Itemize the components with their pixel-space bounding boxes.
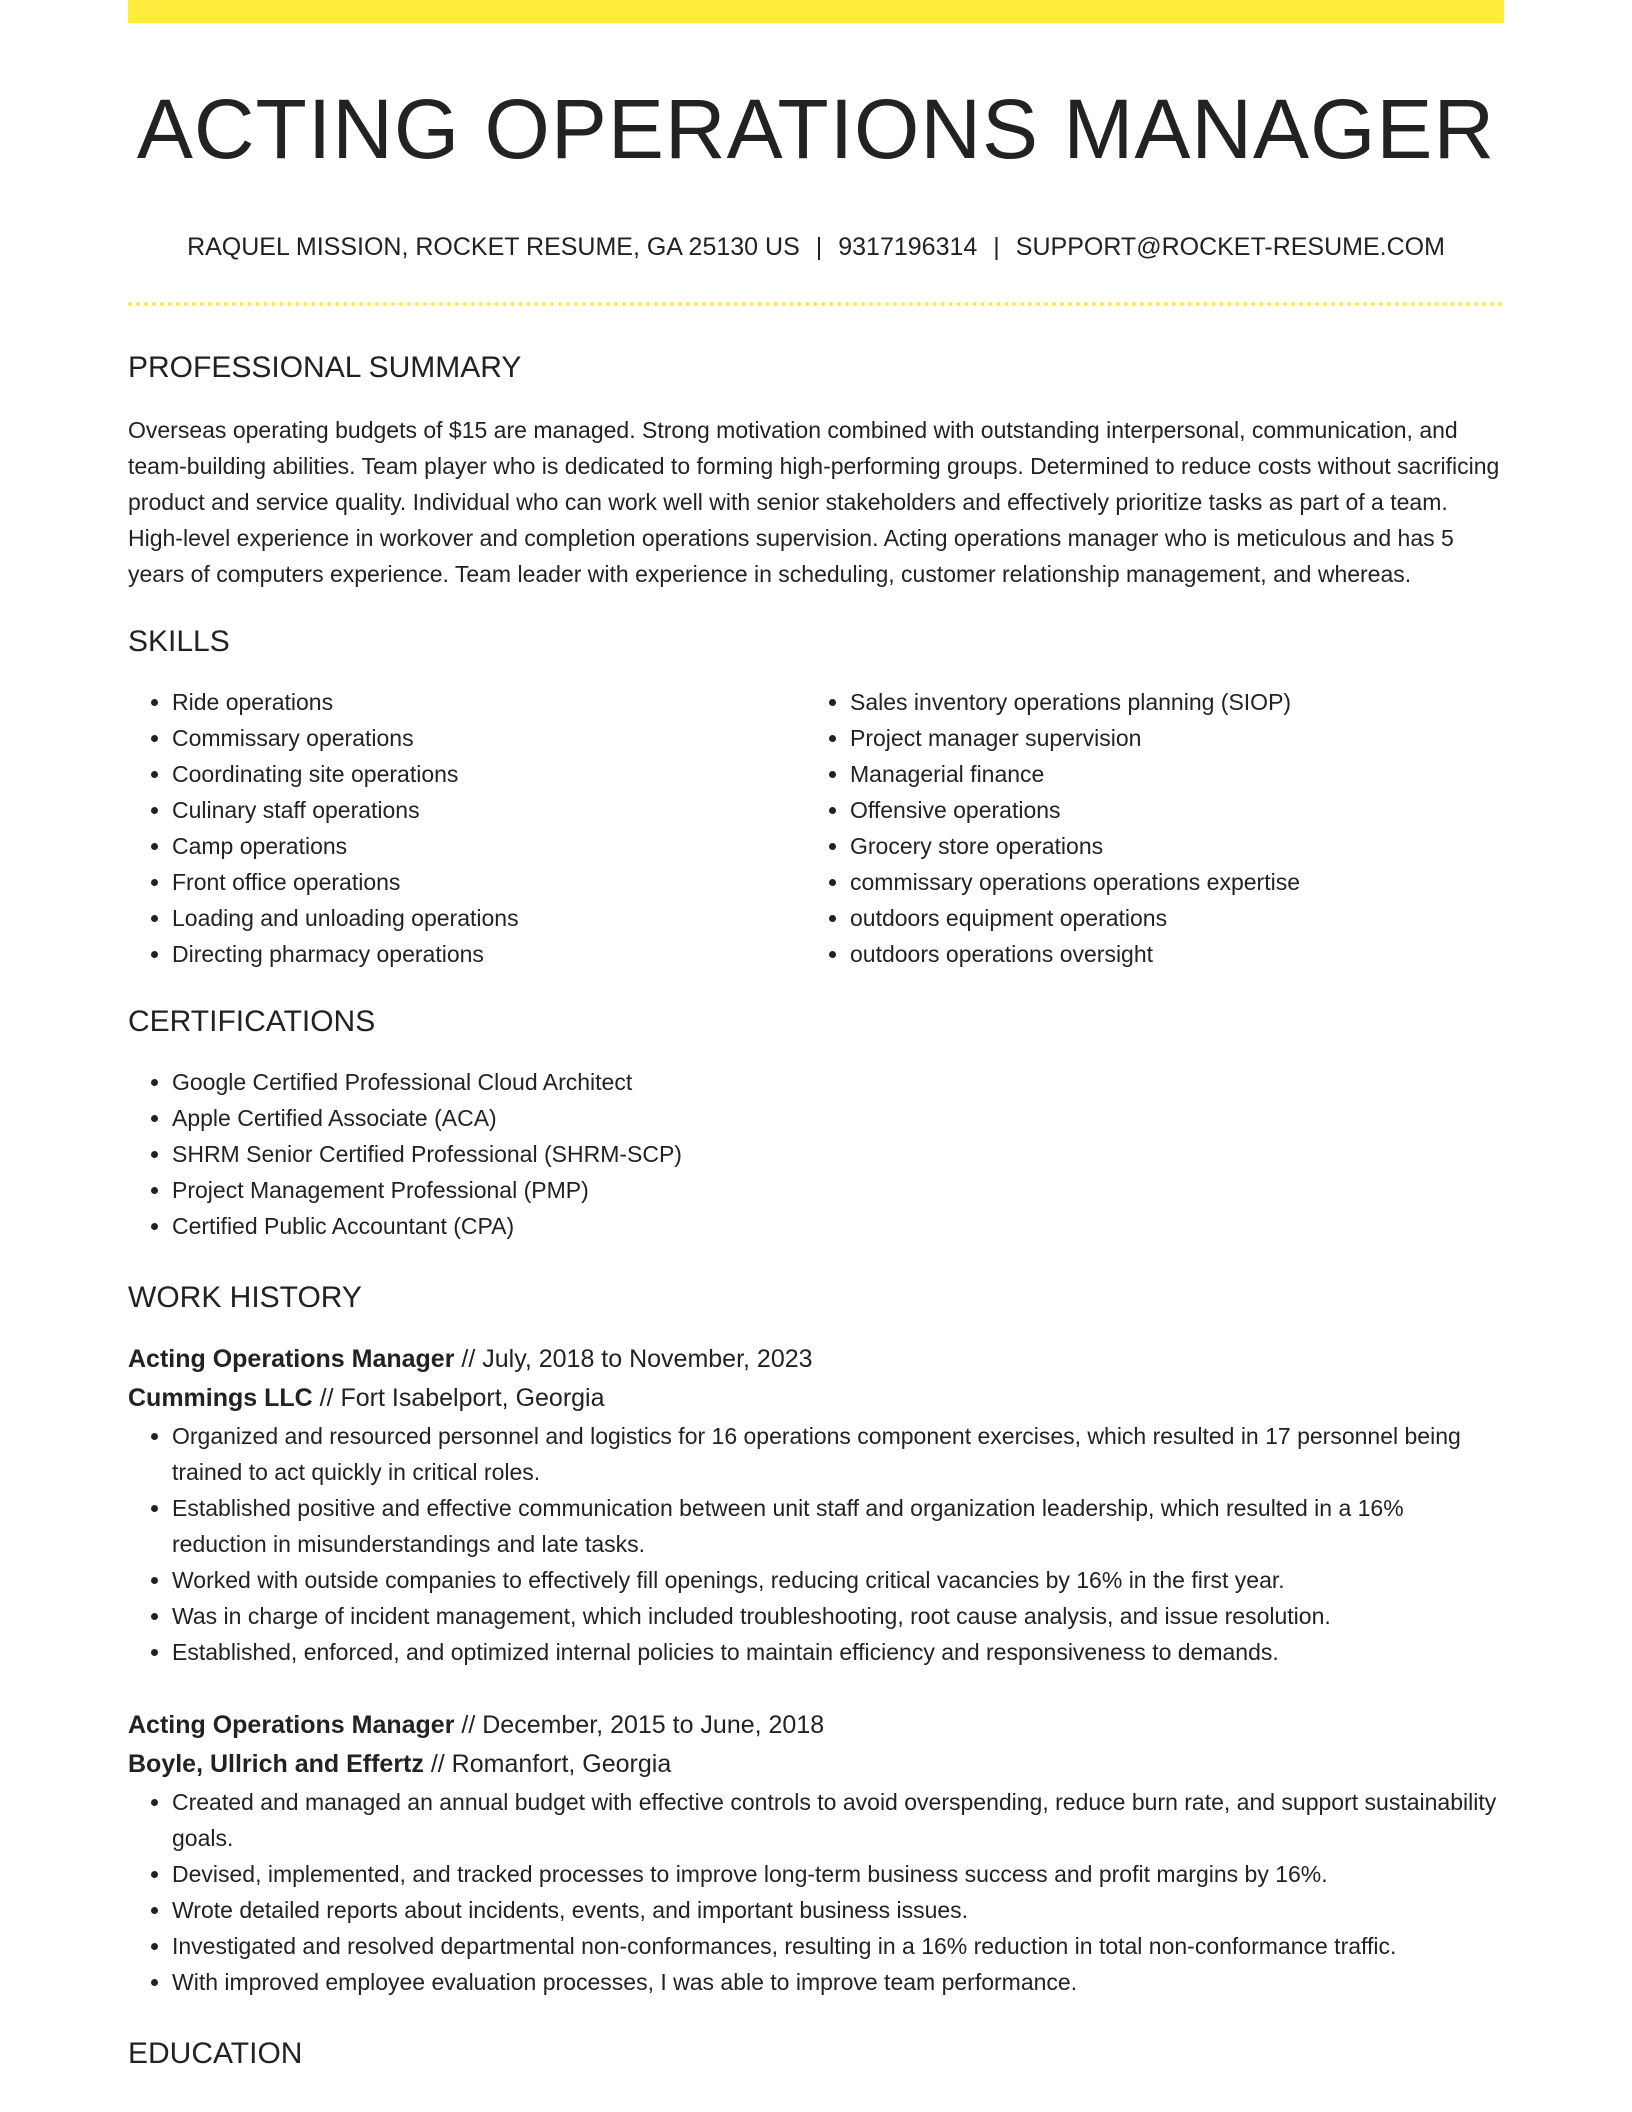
job-bullet: • With improved employee evaluation processes, I was able to improve team performance. — [172, 1964, 1504, 2000]
skill-item: • commissary operations operations expertise — [850, 864, 1484, 900]
skills-list-left — [128, 684, 806, 972]
skill-item: • Culinary staff operations — [172, 792, 806, 828]
job-company: Cummings LLC — [128, 1384, 313, 1413]
certification-item: • Project Management Professional (PMP) — [172, 1172, 1504, 1208]
skill-item: • Ride operations — [172, 684, 806, 720]
skills-heading: SKILLS — [128, 625, 230, 659]
job-title: Acting Operations Manager — [128, 1711, 455, 1740]
certification-item: • Google Certified Professional Cloud Architect — [172, 1064, 1504, 1100]
skill-item: • Front office operations — [172, 864, 806, 900]
contact-phone: 9317196314 — [838, 233, 978, 262]
job-dates: // December, 2015 to June, 2018 — [454, 1711, 825, 1740]
job-bullets — [128, 1784, 1504, 2000]
job-location: // Fort Isabelport, Georgia — [312, 1384, 605, 1413]
accent-top-bar — [128, 0, 1504, 23]
skill-item: • Offensive operations — [850, 792, 1484, 828]
job-location: // Romanfort, Georgia — [423, 1750, 672, 1779]
summary-text: Overseas operating budgets of $15 are managed. Strong motivation combined with outstanding interpersonal, communication, and team-building abilities. Team player who is dedicated to forming high-performing groups. Determined to reduce costs without sacrificing product and service quality. Individual who can work well with senior stakeholders and effectively prioritize tasks as part of a team. High-level experience in workover and completion operations supervision. Acting operations manager who is meticulous and has 5 years of computers experience. Team leader with experience in scheduling, customer relationship management, and whereas. — [128, 417, 1500, 588]
job-entry — [128, 1706, 1504, 2000]
job-bullets — [128, 1418, 1504, 1670]
job-company-line — [128, 1745, 1504, 1784]
skill-item: • Grocery store operations — [850, 828, 1484, 864]
skills-grid — [128, 684, 1504, 972]
contact-separator: | — [815, 233, 823, 262]
job-bullet: • Worked with outside companies to effectively fill openings, reducing critical vacancies by 16% in the first year. — [172, 1562, 1504, 1598]
job-title-line — [128, 1706, 1504, 1745]
skill-item: • outdoors operations oversight — [850, 936, 1484, 972]
job-dates: // July, 2018 to November, 2023 — [454, 1345, 813, 1374]
job-bullet: • Created and managed an annual budget with effective controls to avoid overspending, reduce burn rate, and support sustainability goals. — [172, 1784, 1504, 1856]
skill-item: • outdoors equipment operations — [850, 900, 1484, 936]
job-bullet: • Devised, implemented, and tracked processes to improve long-term business success and profit margins by 16%. — [172, 1856, 1504, 1892]
certification-item: • SHRM Senior Certified Professional (SHRM-SCP) — [172, 1136, 1504, 1172]
contact-line — [128, 232, 1504, 262]
skill-item: • Coordinating site operations — [172, 756, 806, 792]
skill-item: • Sales inventory operations planning (SIOP) — [850, 684, 1484, 720]
work-history-list — [128, 1340, 1504, 2000]
job-bullet: • Established, enforced, and optimized internal policies to maintain efficiency and responsiveness to demands. — [172, 1634, 1504, 1670]
summary-heading: PROFESSIONAL SUMMARY — [128, 351, 522, 385]
job-bullet: • Wrote detailed reports about incidents, events, and important business issues. — [172, 1892, 1504, 1928]
header-divider — [128, 302, 1504, 306]
job-entry — [128, 1340, 1504, 1670]
certifications-list — [128, 1064, 1504, 1244]
resume-title: ACTING OPERATIONS MANAGER — [136, 82, 1496, 176]
work-history-heading: WORK HISTORY — [128, 1281, 362, 1315]
job-title: Acting Operations Manager — [128, 1345, 455, 1374]
contact-email: SUPPORT@ROCKET-RESUME.COM — [1015, 233, 1445, 262]
job-title-line — [128, 1340, 1504, 1379]
resume-page — [128, 0, 1504, 2072]
certification-item: • Apple Certified Associate (ACA) — [172, 1100, 1504, 1136]
skill-item: • Managerial finance — [850, 756, 1484, 792]
job-bullet: • Was in charge of incident management, which included troubleshooting, root cause analysis, and issue resolution. — [172, 1598, 1504, 1634]
job-bullet: • Organized and resourced personnel and logistics for 16 operations component exercises, which resulted in 17 personnel being trained to act quickly in critical roles. — [172, 1418, 1504, 1490]
job-bullet: • Established positive and effective communication between unit staff and organization leadership, which resulted in a 16% reduction in misunderstandings and late tasks. — [172, 1490, 1504, 1562]
skills-column-left — [128, 684, 806, 972]
education-heading: EDUCATION — [128, 2037, 303, 2071]
skills-column-right — [806, 684, 1484, 972]
certification-item: • Certified Public Accountant (CPA) — [172, 1208, 1504, 1244]
contact-address: RAQUEL MISSION, ROCKET RESUME, GA 25130 US — [187, 233, 800, 262]
skill-item: • Loading and unloading operations — [172, 900, 806, 936]
skill-item: • Project manager supervision — [850, 720, 1484, 756]
skill-item: • Commissary operations — [172, 720, 806, 756]
job-company-line — [128, 1379, 1504, 1418]
certifications-heading: CERTIFICATIONS — [128, 1005, 376, 1039]
job-company: Boyle, Ullrich and Effertz — [128, 1750, 424, 1779]
skill-item: • Directing pharmacy operations — [172, 936, 806, 972]
skills-list-right — [806, 684, 1484, 972]
contact-separator: | — [993, 233, 1000, 262]
job-bullet: • Investigated and resolved departmental non-conformances, resulting in a 16% reduction in total non-conformance traffic. — [172, 1928, 1504, 1964]
skill-item: • Camp operations — [172, 828, 806, 864]
